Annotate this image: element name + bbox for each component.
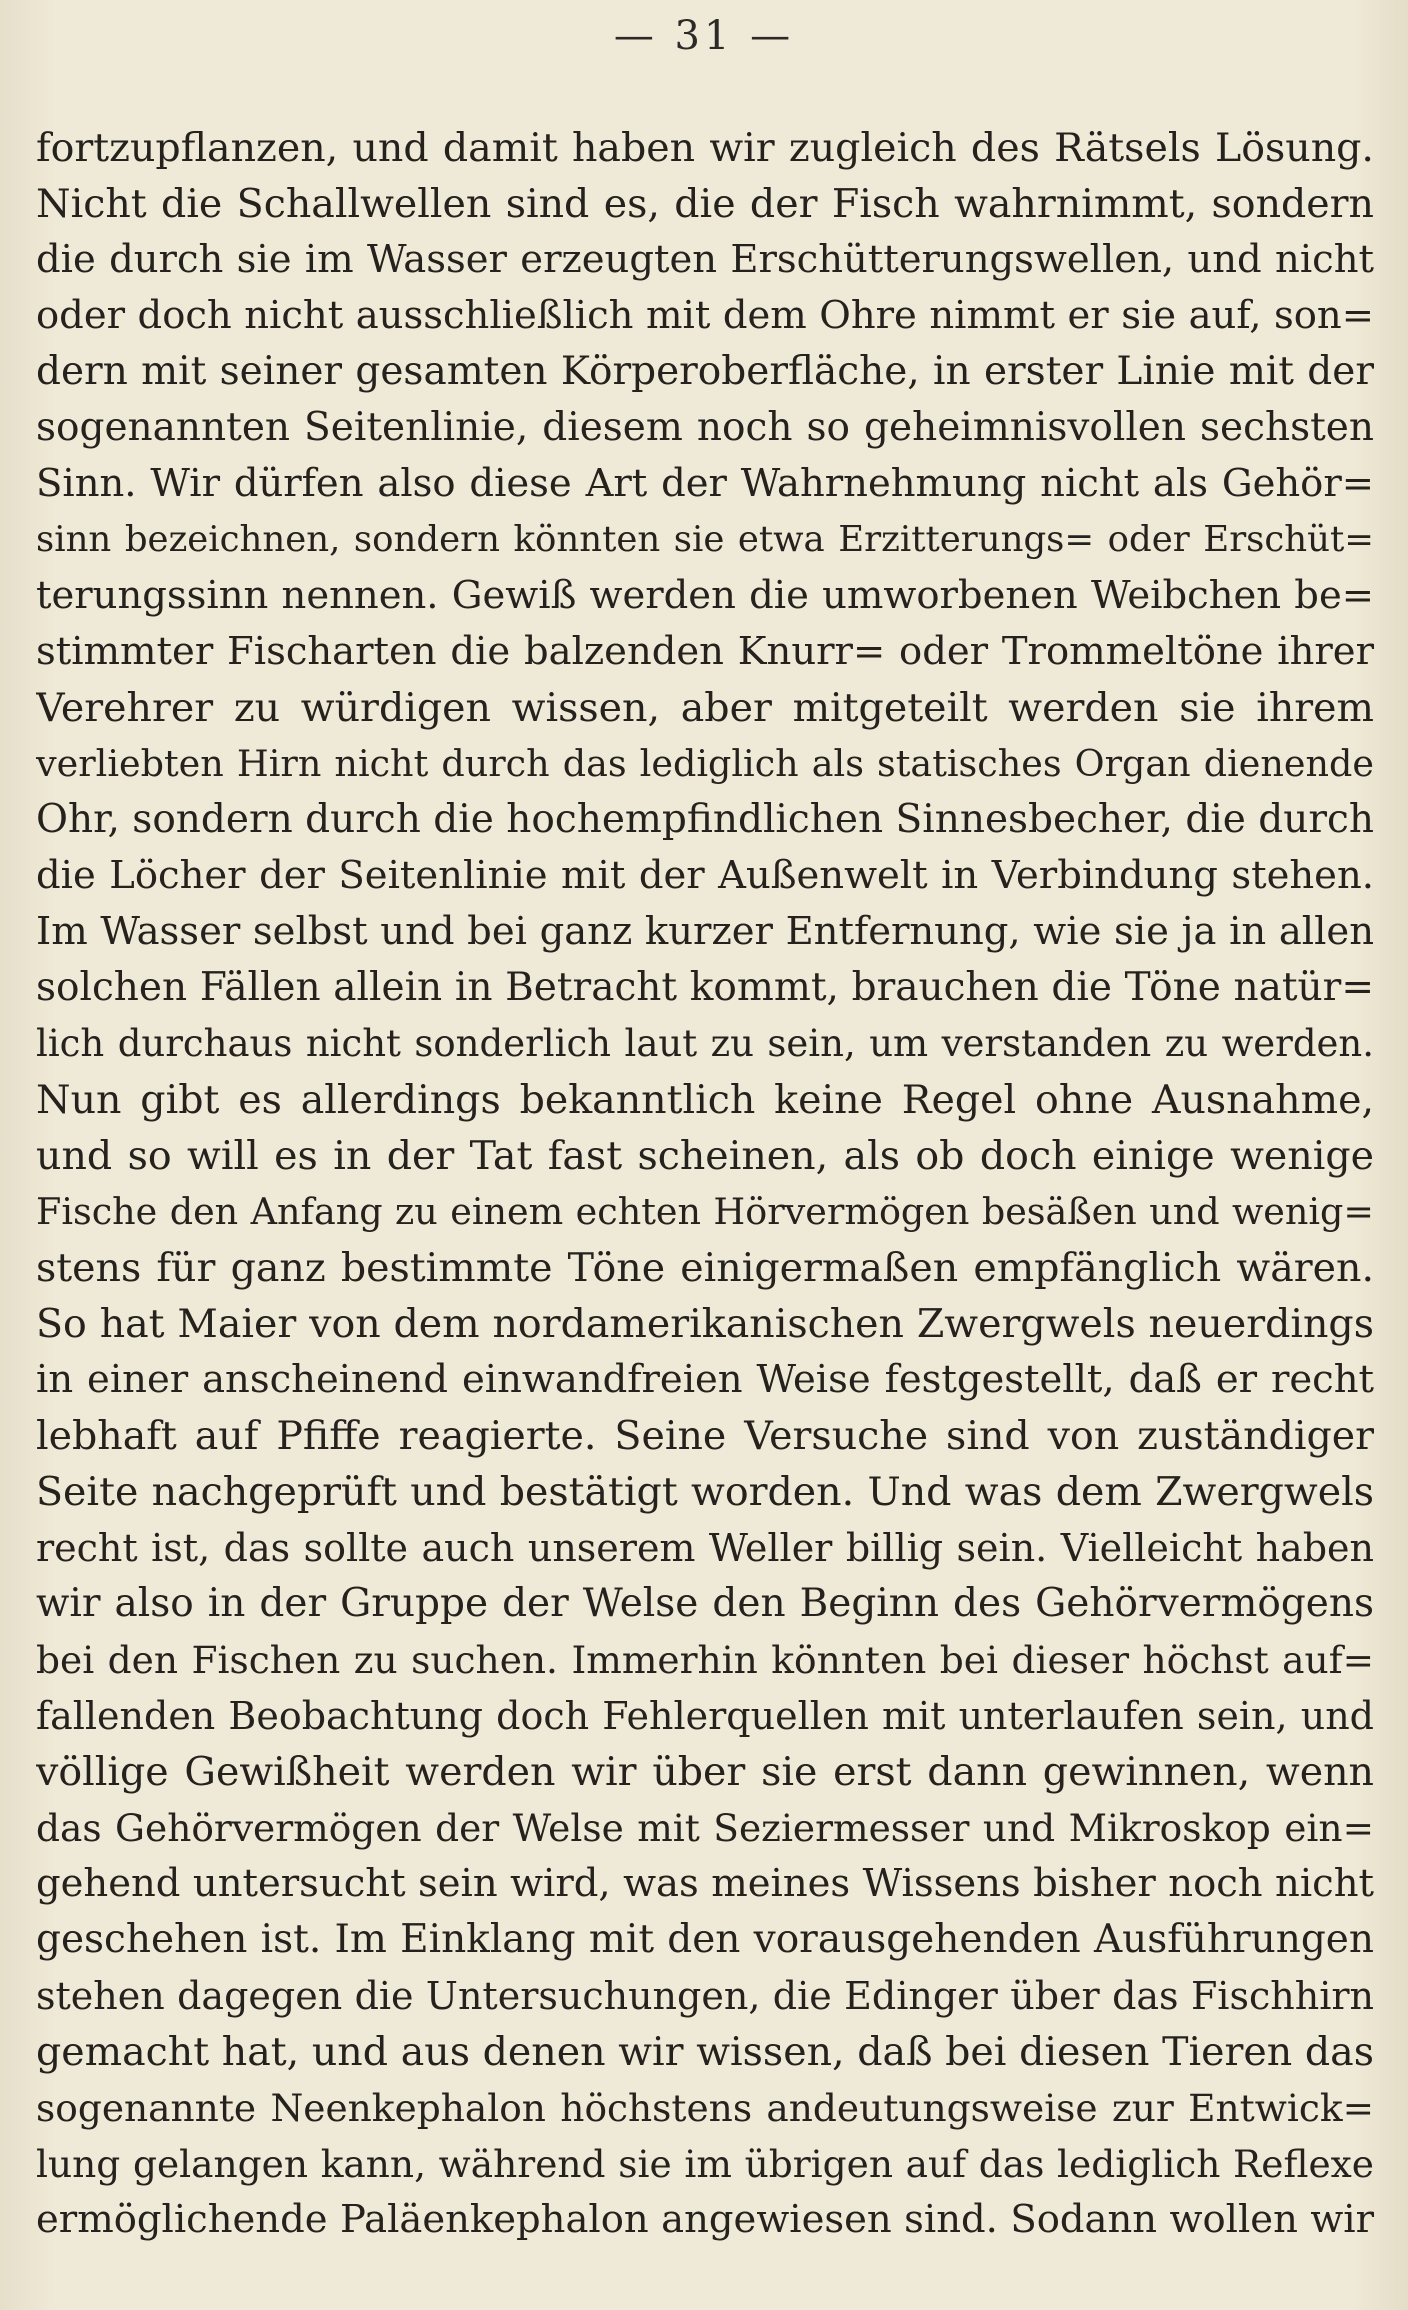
text-line: die durch sie im Wasser erzeugten Erschütterungswellen, und nicht [36, 237, 1374, 282]
text-line: sogenannte Neenkephalon höchstens andeutungsweise zur Entwick= [36, 2086, 1374, 2130]
text-line: solchen Fällen allein in Betracht kommt, brauchen die Töne natür= [36, 965, 1374, 1010]
text-line: oder doch nicht ausschließlich mit dem Ohre nimmt er sie auf, son= [36, 293, 1374, 338]
text-line: wir also in der Gruppe der Welse den Beginn des Gehörvermögens [36, 1581, 1374, 1626]
text-line: gemacht hat, und aus denen wir wissen, daß bei diesen Tieren das [36, 2029, 1374, 2075]
text-line: sinn bezeichnen, sondern könnten sie etwa Erzitterungs= oder Erschüt= [36, 519, 1374, 560]
text-line: Nun gibt es allerdings bekanntlich keine Regel ohne Ausnahme, [36, 1077, 1374, 1123]
text-line: verliebten Hirn nicht durch das lediglich als statisches Organ dienende [36, 742, 1374, 785]
text-line: stens für ganz bestimmte Töne einigermaßen empfänglich wären. [36, 1245, 1374, 1291]
text-line: Fische den Anfang zu einem echten Hörvermögen besäßen und wenig= [36, 1190, 1374, 1233]
text-line: recht ist, das sollte auch unserem Weller billig sein. Vielleicht haben [36, 1526, 1374, 1570]
text-line: terungssinn nennen. Gewiß werden die umworbenen Weibchen be= [36, 573, 1374, 618]
text-line: lich durchaus nicht sonderlich laut zu sein, um verstanden zu werden. [36, 1022, 1374, 1065]
text-line: die Löcher der Seitenlinie mit der Außenwelt in Verbindung stehen. [36, 853, 1374, 898]
text-line: Sinn. Wir dürfen also diese Art der Wahrnehmung nicht als Gehör= [36, 461, 1374, 506]
text-line: lung gelangen kann, während sie im übrigen auf das lediglich Reflexe [36, 2142, 1374, 2186]
text-line: ermöglichende Paläenkephalon angewiesen sind. Sodann wollen wir [36, 2197, 1374, 2242]
text-line: stimmter Fischarten die balzenden Knurr= oder Trommeltöne ihrer [36, 629, 1374, 674]
text-line: und so will es in der Tat fast scheinen, als ob doch einige wenige [36, 1133, 1374, 1179]
body-text [36, 120, 1374, 2248]
text-line: Seite nachgeprüft und bestätigt worden. Und was dem Zwergwels [36, 1469, 1374, 1515]
text-line: völlige Gewißheit werden wir über sie erst dann gewinnen, wenn [36, 1749, 1374, 1795]
text-line: bei den Fischen zu suchen. Immerhin könnten bei dieser höchst auf= [36, 1638, 1374, 1682]
text-line: So hat Maier von dem nordamerikanischen Zwergwels neuerdings [36, 1301, 1374, 1347]
text-line: Im Wasser selbst und bei ganz kurzer Entfernung, wie sie ja in allen [36, 909, 1374, 954]
text-line: Ohr, sondern durch die hochempfindlichen Sinnesbecher, die durch [36, 797, 1374, 842]
text-line: fallenden Beobachtung doch Fehlerquellen mit unterlaufen sein, und [36, 1694, 1374, 1738]
text-line: fortzupflanzen, und damit haben wir zugleich des Rätsels Lösung. [36, 125, 1374, 171]
text-line: gehend untersucht sein wird, was meines Wissens bisher noch nicht [36, 1861, 1374, 1906]
text-line: Nicht die Schallwellen sind es, die der Fisch wahrnimmt, sondern [36, 181, 1374, 227]
text-line: in einer anscheinend einwandfreien Weise festgestellt, daß er recht [36, 1357, 1374, 1402]
text-line: das Gehörvermögen der Welse mit Seziermesser und Mikroskop ein= [36, 1806, 1374, 1850]
page-number: — 31 — [613, 13, 795, 59]
text-line: Verehrer zu würdigen wissen, aber mitgeteilt werden sie ihrem [36, 685, 1374, 731]
text-line: geschehen ist. Im Einklang mit den vorausgehenden Ausführungen [36, 1917, 1374, 1962]
text-line: sogenannten Seitenlinie, diesem noch so geheimnisvollen sechsten [36, 405, 1374, 450]
text-line: stehen dagegen die Untersuchungen, die Edinger über das Fischhirn [36, 1974, 1374, 2018]
text-line: dern mit seiner gesamten Körperoberfläche, in erster Linie mit der [36, 349, 1374, 394]
text-line: lebhaft auf Pfiffe reagierte. Seine Versuche sind von zuständiger [36, 1413, 1374, 1459]
